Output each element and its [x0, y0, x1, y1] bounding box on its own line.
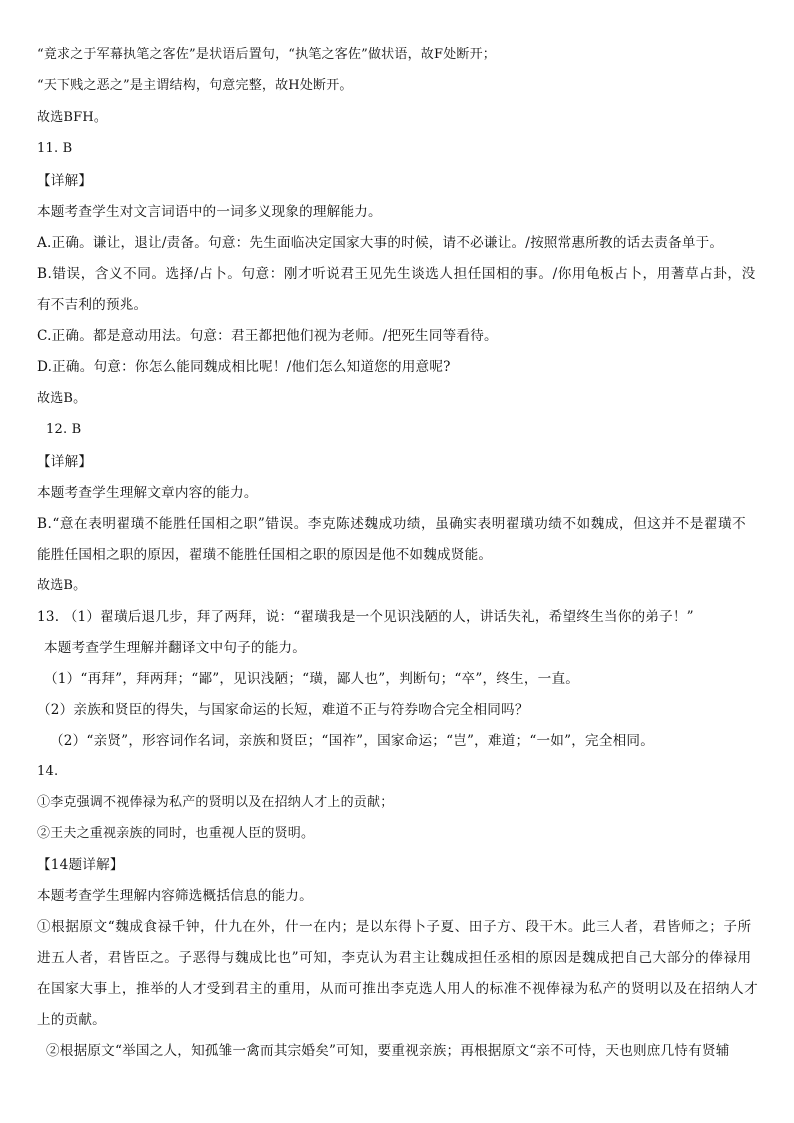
text-line: 在国家大事上，推举的人才受到君主的重用，从而可推出李克选人用人的标准不视俸禄为私产的贤明以及在招纳人才	[37, 981, 759, 997]
text-line: 进五人者，君皆臣之。子恶得与魏成比也”可知，李克认为君主让魏成担任丞相的原因是魏成把自己大部分的俸禄用	[37, 950, 752, 966]
text-line: “天下贱之恶之”是主谓结构，句意完整，故H处断开。	[37, 78, 353, 93]
text-line: ①李克强调不视俸禄为私产的贤明以及在招纳人才上的贡献；	[37, 795, 394, 810]
text-line: （2）亲族和贤臣的得失，与国家命运的长短，难道不正与符券吻合完全相同吗？	[37, 702, 529, 718]
question-number: 14.	[37, 764, 59, 779]
text-line: A.正确。谦让，退让/责备。句意：先生面临决定国家大事的时候，请不必谦让。/按照常惠所教的话去责备单于。	[37, 235, 724, 251]
text-line: “竟求之于军幕执笔之客佐”是状语后置句，“执笔之客佐”做状语，故F处断开；	[37, 47, 497, 62]
question-number: 12. B	[46, 422, 82, 437]
text-line: 上的贡献。	[37, 1012, 106, 1028]
text-line: 本题考查学生理解文章内容的能力。	[37, 485, 258, 501]
section-heading: 【详解】	[37, 173, 93, 189]
text-line: ②根据原文“举国之人，知孤雏一禽而其宗婚矣”可知，要重视亲族；再根据原文“亲不可恃，天也则庶几恃有贤辅	[46, 1043, 730, 1059]
text-line: 有不吉利的预兆。	[37, 297, 148, 313]
text-line: （1）“再拜”，拜两拜；“鄙”，见识浅陋；“璜，鄙人也”，判断句；“卒”，终生，一直。	[44, 671, 580, 687]
text-line: 本题考查学生理解内容筛选概括信息的能力。	[37, 888, 313, 904]
question-number: 13. （1）翟璜后退几步，拜了两拜，说：“翟璜我是一个见识浅陋的人，讲话失礼，希望终生当你的弟子！”	[37, 609, 694, 625]
text-line: D.正确。句意：你怎么能同魏成相比呢！/他们怎么知道您的用意呢?	[37, 359, 451, 375]
text-line: 故选B。	[37, 391, 87, 406]
text-line: （2）“亲贤”，形容词作名词，亲族和贤臣；“国祚”，国家命运；“岂”，难道；“一如”，完全相同。	[50, 733, 654, 749]
text-line: 能胜任国相之职的原因，翟璜不能胜任国相之职的原因是他不如魏成贤能。	[37, 547, 493, 563]
text-line: ①根据原文“魏成食禄千钟，什九在外，什一在内；是以东得卜子夏、田子方、段干木。此三人者，君皆师之；子所	[37, 919, 752, 935]
text-line: 故选B。	[37, 578, 87, 593]
text-line: 故选BFH。	[37, 110, 108, 125]
text-line: B.错误，含义不同。选择/占卜。句意：刚才听说君王见先生谈选人担任国相的事。/你用龟板占卜，用蓍草占卦，没	[37, 266, 756, 282]
text-line: 本题考查学生理解并翻译文中句子的能力。	[44, 640, 307, 656]
text-line: C.正确。都是意动用法。句意：君王都把他们视为老师。/把死生同等看待。	[37, 328, 498, 344]
text-line: B.“意在表明翟璜不能胜任国相之职”错误。李克陈述魏成功绩，虽确实表明翟璜功绩不如魏成，但这并不是翟璜不	[37, 516, 747, 532]
text-line: ②王夫之重视亲族的同时，也重视人臣的贤明。	[37, 826, 315, 841]
question-number: 11. B	[37, 141, 73, 156]
section-heading: 【详解】	[37, 454, 93, 470]
section-heading: 【14题详解】	[37, 857, 124, 873]
text-line: 本题考查学生对文言词语中的一词多义现象的理解能力。	[37, 204, 382, 220]
